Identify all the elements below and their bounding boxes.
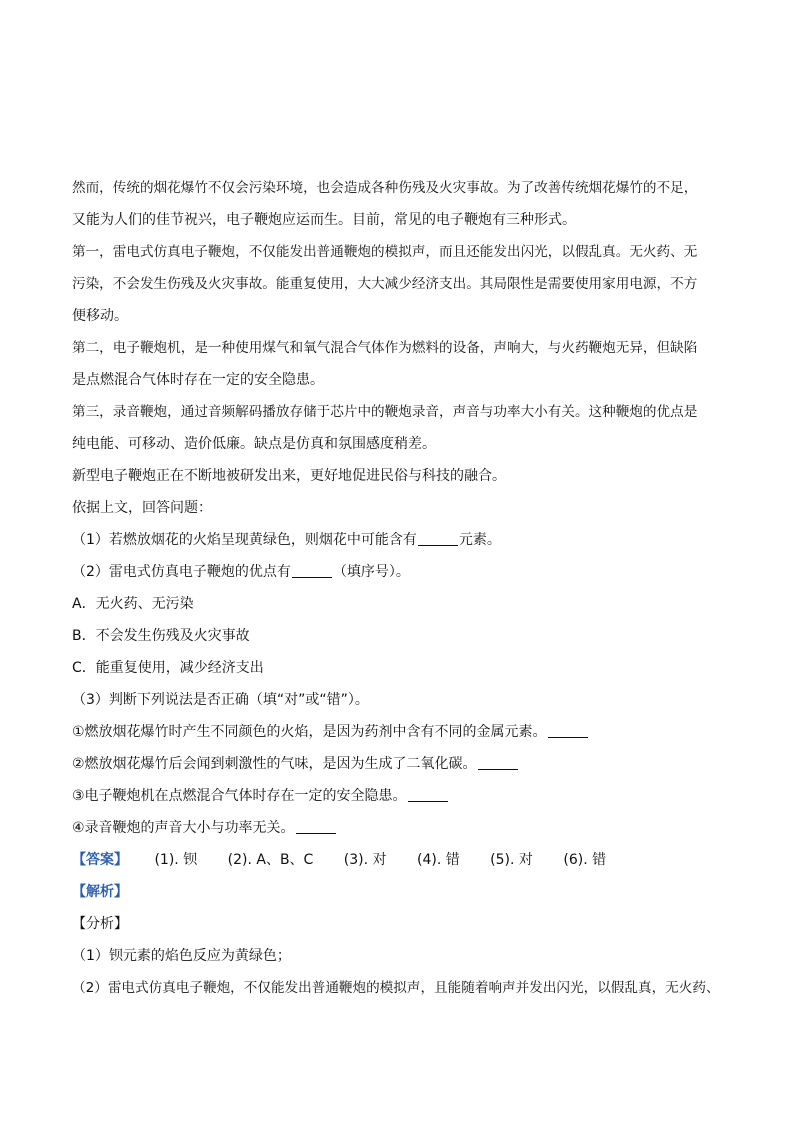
document-content xyxy=(72,172,722,1004)
passage-line: 便移动。 xyxy=(72,308,128,324)
question-2 xyxy=(72,556,722,588)
passage-line: 新型电子鞭炮正在不断地被研发出来，更好地促进民俗与科技的融合。 xyxy=(72,468,506,484)
question-2-text: （2）雷电式仿真电子鞭炮的优点有 xyxy=(72,564,291,580)
answer-row xyxy=(72,844,722,876)
answer-blank xyxy=(292,563,332,578)
passage-line: 然而，传统的烟花爆竹不仅会污染环境，也会造成各种伤残及火灾事故。为了改善传统烟花爆竹的不足， xyxy=(72,180,698,196)
passage-line: 第一，雷电式仿真电子鞭炮，不仅能发出普通鞭炮的模拟声，而且还能发出闪光，以假乱真。无火药、无 xyxy=(72,244,698,260)
option-c: C．能重复使用，减少经济支出 xyxy=(72,660,264,676)
analysis-line: （1）钡元素的焰色反应为黄绿色； xyxy=(72,948,291,964)
question-1-text: （1）若燃放烟花的火焰呈现黄绿色，则烟花中可能含有 xyxy=(72,532,417,548)
question-prompt: 依据上文，回答问题： xyxy=(72,500,212,516)
analysis-line: （2）雷电式仿真电子鞭炮，不仅能发出普通鞭炮的模拟声，且能随着响声并发出闪光，以假乱真，无火药、 xyxy=(72,980,720,996)
statement-1 xyxy=(72,716,722,748)
option-a: A．无火药、无污染 xyxy=(72,596,194,612)
analysis-tag: 【解析】 xyxy=(72,884,128,900)
passage-line: 又能为人们的佳节祝兴，电子鞭炮应运而生。目前，常见的电子鞭炮有三种形式。 xyxy=(72,212,576,228)
statement-1-text: ①燃放烟花爆竹时产生不同颜色的火焰，是因为药剂中含有不同的金属元素。 xyxy=(72,724,547,740)
answer-item: (3). 对 xyxy=(343,852,387,868)
passage-line: 是点燃混合气体时存在一定的安全隐患。 xyxy=(72,372,324,388)
statement-2-text: ②燃放烟花爆竹后会闻到刺激性的气味，是因为生成了二氧化碳。 xyxy=(72,756,477,772)
option-b: B．不会发生伤残及火灾事故 xyxy=(72,628,250,644)
passage-line: 纯电能、可移动、造价低廉。缺点是仿真和氛围感度稍差。 xyxy=(72,436,436,452)
passage-line: 第三，录音鞭炮，通过音频解码播放存储于芯片中的鞭炮录音，声音与功率大小有关。这种鞭炮的优点是 xyxy=(72,404,698,420)
answer-item: (1). 钡 xyxy=(154,852,198,868)
analysis-heading xyxy=(72,876,722,908)
answer-blank xyxy=(296,819,336,834)
answer-blank xyxy=(478,755,518,770)
question-3: （3）判断下列说法是否正确（填“对”或“错”）。 xyxy=(72,692,369,708)
question-1-suffix: 元素。 xyxy=(458,532,501,548)
question-1 xyxy=(72,524,722,556)
answer-item: (2). A、B、C xyxy=(227,852,314,868)
statement-2 xyxy=(72,748,722,780)
answer-blank xyxy=(418,531,458,546)
analysis-subheading: 【分析】 xyxy=(72,916,128,932)
statement-4 xyxy=(72,812,722,844)
answer-item: (4). 错 xyxy=(416,852,460,868)
passage-line: 污染，不会发生伤残及火灾事故。能重复使用，大大减少经济支出。其局限性是需要使用家用电源，不方 xyxy=(72,276,698,292)
answer-tag: 【答案】 xyxy=(72,852,128,868)
answer-item: (6). 错 xyxy=(563,852,607,868)
statement-3-text: ③电子鞭炮机在点燃混合气体时存在一定的安全隐患。 xyxy=(72,788,407,804)
answer-blank xyxy=(548,723,588,738)
statement-4-text: ④录音鞭炮的声音大小与功率无关。 xyxy=(72,820,295,836)
answer-item: (5). 对 xyxy=(490,852,533,868)
question-2-suffix: （填序号）。 xyxy=(332,564,410,580)
passage-line: 第二，电子鞭炮机，是一种使用煤气和氧气混合气体作为燃料的设备，声响大，与火药鞭炮无异，但缺陷 xyxy=(72,340,698,356)
statement-3 xyxy=(72,780,722,812)
answer-blank xyxy=(408,787,448,802)
